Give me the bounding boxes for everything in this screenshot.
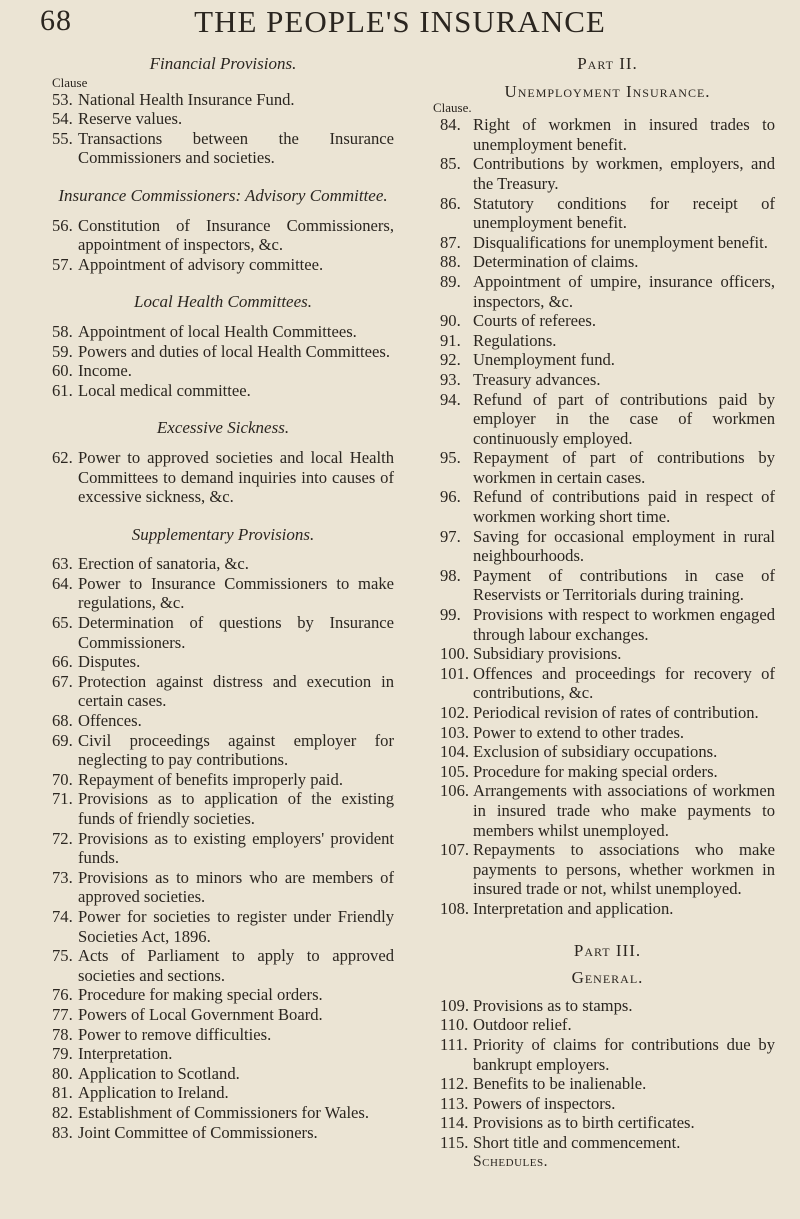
clause-entry (440, 311, 775, 331)
clause-number: 99. (440, 605, 461, 625)
clause-number: 73. (52, 867, 73, 887)
clause-number: 65. (52, 613, 73, 633)
page-header (0, 4, 800, 44)
clause-number: 115. (440, 1132, 469, 1152)
heading-supplementary-provisions: Supplementary Provisions. (131, 524, 315, 544)
clause-text: Disputes. (78, 652, 141, 672)
clause-number: 86. (440, 193, 461, 213)
clause-entry (440, 1133, 775, 1153)
clause-text: National Health Insurance Fund. (78, 89, 295, 109)
clause-entry (52, 90, 394, 110)
clause-text: Repayment of part of contributions by workmen in certain cases. (473, 448, 775, 487)
clause-text: Provisions as to stamps. (473, 995, 633, 1015)
clause-text: Erection of sanatoria, &c. (78, 554, 249, 574)
page-number: 68 (40, 4, 72, 37)
heading-general: General. (571, 968, 644, 988)
clause-number: 98. (440, 565, 461, 585)
clause-text: Outdoor relief. (473, 1015, 572, 1035)
clause-text: Benefits to be inalienable. (473, 1074, 647, 1094)
clause-number: 94. (440, 389, 461, 409)
clause-number: 70. (52, 769, 73, 789)
running-title: THE PEOPLE'S INSURANCE (194, 4, 606, 39)
clause-number: 71. (52, 789, 73, 809)
clause-number: 89. (440, 271, 461, 291)
clause-number: 87. (440, 232, 461, 252)
clause-text: Determination of claims. (473, 252, 639, 272)
clause-entry (440, 370, 775, 390)
clause-text: Periodical revision of rates of contribution. (473, 703, 759, 722)
clause-number: 102. (440, 703, 470, 722)
clause-text: Provisions as to existing employers' provident funds. (78, 828, 394, 868)
clause-text: Provisions as to minors who are members of approved societies. (78, 867, 394, 907)
clause-entry (52, 255, 394, 275)
supplementary-list (52, 554, 394, 1142)
clause-label: Clause (52, 74, 88, 90)
clause-entry (440, 527, 775, 566)
financial-list (52, 90, 394, 168)
clause-text: Repayments to associations who make payments to persons, whether workmen in insured trade or not, whilst unemployed. (473, 840, 775, 899)
clause-number: 97. (440, 526, 461, 546)
clause-number: 103. (440, 722, 470, 742)
clause-entry (440, 762, 775, 782)
clause-number: 54. (52, 109, 73, 129)
clause-text: Short title and commencement. (473, 1132, 681, 1152)
clause-number: 61. (52, 380, 73, 400)
excessive-sickness-list (52, 448, 394, 507)
clause-entry (52, 672, 394, 711)
clause-text: Power for societies to register under Friendly Societies Act, 1896. (78, 906, 394, 946)
clause-number: 56. (52, 215, 73, 235)
heading-insurance-commissioners: Insurance Commissioners: Advisory Committee. (58, 185, 388, 205)
clause-entry (52, 361, 394, 381)
clause-entry (440, 233, 775, 253)
clause-number: 72. (52, 828, 73, 848)
clause-number: 84. (440, 115, 461, 135)
clause-entry (52, 907, 394, 946)
clause-text: Saving for occasional employment in rural neighbourhoods. (473, 526, 775, 566)
clause-text: Repayment of benefits improperly paid. (78, 769, 343, 789)
clause-entry (440, 781, 775, 840)
clause-entry (52, 1083, 394, 1103)
clause-entry (52, 829, 394, 868)
heading-financial-provisions: Financial Provisions. (149, 54, 297, 73)
clause-number: 57. (52, 254, 73, 274)
clause-number: 80. (52, 1063, 73, 1083)
clause-text: Procedure for making special orders. (78, 985, 323, 1005)
clause-entry (440, 742, 775, 762)
clause-text: Powers and duties of local Health Committees. (78, 341, 390, 361)
clause-number: 64. (52, 573, 73, 593)
clause-number: 60. (52, 361, 73, 381)
clause-number: 59. (52, 341, 73, 361)
clause-text: Transactions between the Insurance Commissioners and societies. (78, 128, 394, 168)
clause-text: Local medical committee. (78, 380, 251, 400)
clause-text: Payment of contributions in case of Reservists or Territorials during training. (473, 565, 775, 605)
clause-text: Interpretation. (78, 1044, 173, 1064)
part-three-heading: Part III. (573, 940, 642, 960)
clause-entry (52, 448, 394, 507)
clause-number: 107. (440, 840, 470, 860)
clause-text: Regulations. (473, 330, 557, 350)
clause-number: 110. (440, 1015, 469, 1035)
clause-number: 83. (52, 1122, 73, 1142)
heading-unemployment-insurance: Unemployment Insurance. (504, 81, 711, 101)
clause-text: Provisions as to application of the existing funds of friendly societies. (78, 789, 394, 828)
clause-entry (52, 613, 394, 652)
clause-text: Treasury advances. (473, 369, 601, 389)
clause-entry (52, 216, 394, 255)
clause-text: Appointment of umpire, insurance officers, inspectors, &c. (473, 271, 775, 311)
clause-entry (52, 946, 394, 985)
clause-number: 75. (52, 946, 73, 966)
clause-text: Appointment of local Health Committees. (78, 321, 357, 341)
clause-text: Courts of referees. (473, 311, 597, 331)
clause-text: Unemployment fund. (473, 350, 615, 370)
clause-entry (440, 252, 775, 272)
clause-entry (440, 154, 775, 193)
clause-entry (440, 723, 775, 743)
clause-text: Powers of inspectors. (473, 1093, 616, 1113)
clause-number: 58. (52, 321, 73, 341)
clause-entry (52, 342, 394, 362)
clause-text: Procedure for making special orders. (473, 761, 718, 781)
clause-text: Interpretation and application. (473, 898, 674, 918)
clause-text: Powers of Local Government Board. (78, 1004, 323, 1024)
clause-entry (52, 652, 394, 672)
clause-entry (52, 731, 394, 770)
clause-number: 108. (440, 898, 470, 918)
clause-entry (440, 448, 775, 487)
clause-entry (52, 381, 394, 401)
clause-number: 113. (440, 1093, 469, 1113)
clause-number: 79. (52, 1044, 73, 1064)
clause-number: 78. (52, 1024, 73, 1044)
clause-entry (440, 1113, 775, 1133)
clause-text: Priority of claims for contributions due by bankrupt employers. (473, 1034, 775, 1074)
clause-entry (52, 1103, 394, 1123)
clause-text: Power to approved societies and local Health Committees to demand inquiries into causes of excessive sickness, &c. (78, 447, 394, 507)
clause-number: 76. (52, 985, 73, 1005)
clause-text: Civil proceedings against employer for neglecting to pay contributions. (78, 730, 394, 770)
clause-number: 85. (440, 154, 461, 174)
clause-entry (52, 868, 394, 907)
clause-entry (440, 1094, 775, 1114)
clause-number: 104. (440, 742, 470, 762)
clause-number: 63. (52, 554, 73, 574)
clause-number: 81. (52, 1083, 73, 1103)
clause-text: Joint Committee of Commissioners. (78, 1122, 318, 1142)
general-list (440, 996, 775, 1153)
clause-text: Power to extend to other trades. (473, 722, 685, 742)
clause-text: Reserve values. (78, 109, 183, 129)
clause-entry (52, 1123, 394, 1143)
clause-number: 74. (52, 906, 73, 926)
clause-entry (52, 1025, 394, 1045)
clause-number: 92. (440, 350, 461, 370)
clause-text: Application to Ireland. (78, 1083, 229, 1103)
clause-number: 62. (52, 447, 73, 467)
clause-entry (440, 840, 775, 899)
clause-entry (440, 115, 775, 154)
clause-text: Statutory conditions for receipt of unemployment benefit. (473, 193, 775, 233)
clause-entry (52, 789, 394, 828)
clause-number: 109. (440, 995, 470, 1015)
clause-entry (440, 899, 775, 919)
clause-entry (440, 644, 775, 664)
clause-entry (440, 1074, 775, 1094)
clause-text: Refund of contributions paid in respect of workmen working short time. (473, 487, 775, 527)
clause-entry (52, 985, 394, 1005)
clause-entry (440, 996, 775, 1016)
clause-text: Offences. (78, 711, 142, 731)
clause-text: Provisions as to birth certificates. (473, 1113, 695, 1133)
clause-number: 55. (52, 128, 73, 148)
clause-entry (52, 554, 394, 574)
clause-number: 77. (52, 1004, 73, 1024)
clause-entry (440, 605, 775, 644)
clause-text: Establishment of Commissioners for Wales. (78, 1102, 370, 1122)
clause-number: 95. (440, 448, 461, 468)
clause-entry (52, 109, 394, 129)
clause-text: Exclusion of subsidiary occupations. (473, 742, 718, 762)
clause-entry (52, 129, 394, 168)
local-committees-list (52, 322, 394, 400)
clause-number: 112. (440, 1074, 469, 1094)
clause-entry (52, 322, 394, 342)
schedules-label: Schedules. (473, 1153, 548, 1171)
left-column (52, 54, 394, 1142)
clause-entry (440, 487, 775, 526)
clause-number: 67. (52, 671, 73, 691)
clause-number: 68. (52, 711, 73, 731)
clause-number: 105. (440, 761, 470, 781)
clause-entry (440, 390, 775, 449)
part-two-heading: Part II. (577, 54, 638, 73)
heading-local-health-committees: Local Health Committees. (133, 292, 312, 312)
clause-text: Refund of part of contributions paid by employer in the case of workmen continuously employed. (473, 389, 775, 448)
clause-number: 82. (52, 1102, 73, 1122)
clause-number: 66. (52, 652, 73, 672)
clause-number: 93. (440, 369, 461, 389)
clause-entry (52, 770, 394, 790)
clause-entry (440, 272, 775, 311)
clause-number: 101. (440, 663, 470, 683)
clause-entry (440, 566, 775, 605)
heading-excessive-sickness: Excessive Sickness. (156, 418, 290, 438)
clause-text: Contributions by workmen, employers, and the Treasury. (473, 154, 775, 193)
clause-entry (52, 1005, 394, 1025)
clause-entry (440, 1035, 775, 1074)
clause-text: Appointment of advisory committee. (78, 254, 324, 274)
clause-text: Arrangements with associations of workmen in insured trade who make payments to members whilst unemployed. (473, 781, 775, 840)
unemployment-list (440, 115, 775, 918)
clause-number: 90. (440, 311, 461, 331)
clause-number: 100. (440, 644, 470, 664)
clause-text: Income. (78, 361, 132, 381)
clause-number: 69. (52, 730, 73, 750)
clause-text: Right of workmen in insured trades to unemployment benefit. (473, 115, 775, 154)
clause-entry (52, 574, 394, 613)
clause-text: Determination of questions by Insurance Commissioners. (78, 613, 394, 652)
clause-entry (52, 1064, 394, 1084)
right-column (433, 54, 775, 1172)
clause-text: Offences and proceedings for recovery of contributions, &c. (473, 663, 775, 703)
clause-number: 111. (440, 1034, 468, 1054)
clause-number: 91. (440, 330, 461, 350)
clause-text: Power to remove difficulties. (78, 1024, 272, 1044)
clause-entry (440, 194, 775, 233)
clause-number: 106. (440, 781, 470, 801)
clause-entry (440, 1015, 775, 1035)
clause-number: 53. (52, 89, 73, 109)
commissioners-list (52, 216, 394, 275)
clause-text: Subsidiary provisions. (473, 644, 622, 664)
clause-text: Power to Insurance Commissioners to make regulations, &c. (78, 573, 394, 613)
clause-text: Provisions with respect to workmen engaged through labour exchanges. (473, 605, 775, 644)
clause-text: Acts of Parliament to apply to approved societies and sections. (78, 946, 394, 985)
clause-entry (440, 350, 775, 370)
clause-number: 88. (440, 252, 461, 272)
clause-text: Application to Scotland. (78, 1063, 240, 1083)
clause-entry (52, 711, 394, 731)
clause-text: Disqualifications for unemployment benefit. (473, 232, 768, 252)
clause-entry (440, 331, 775, 351)
clause-entry (440, 664, 775, 703)
clause-label-right: Clause. (433, 100, 472, 116)
clause-text: Protection against distress and execution in certain cases. (78, 671, 394, 711)
clause-entry (52, 1044, 394, 1064)
clause-text: Constitution of Insurance Commissioners, appointment of inspectors, &c. (78, 215, 394, 255)
clause-number: 96. (440, 487, 461, 507)
clause-number: 114. (440, 1113, 469, 1133)
clause-entry (440, 703, 775, 723)
